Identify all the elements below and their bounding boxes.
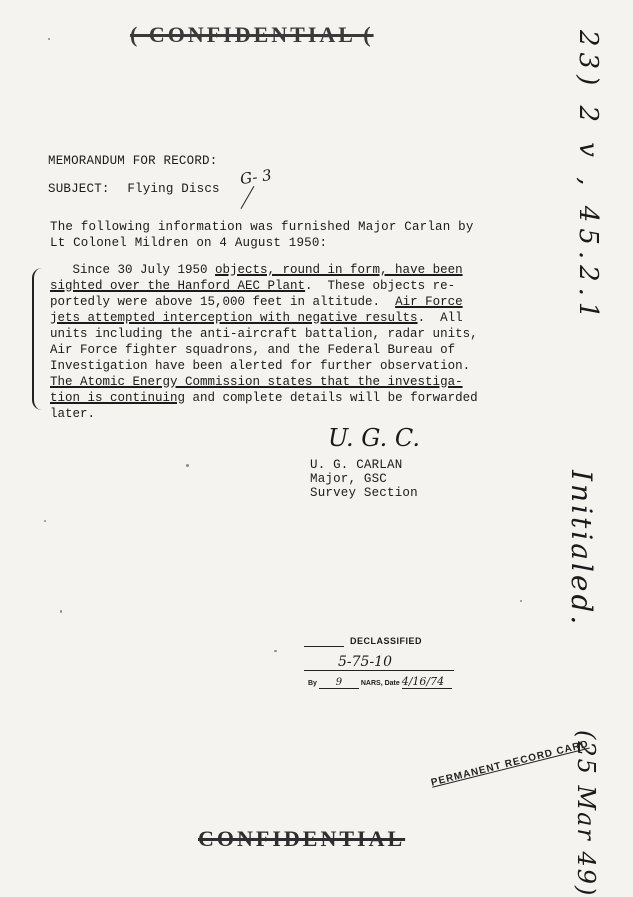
body-line: [50, 358, 550, 374]
subject-handwritten-mark: G- 3: [238, 165, 273, 189]
margin-annotation-mid: Initialed.: [565, 470, 598, 628]
classification-stamp-bottom: CONFIDENTIAL: [198, 826, 406, 851]
body-line: [50, 310, 550, 326]
declassification-authority: 5-75-10: [338, 654, 392, 670]
body-text: units including the anti-aircraft battalion, radar units,: [50, 327, 478, 341]
signature-name: U. G. CARLAN: [310, 458, 403, 472]
body-text: portedly were above 15,000 feet in altitude.: [50, 295, 396, 309]
handwritten-slash: [241, 186, 267, 216]
body-text: . These objects re-: [305, 279, 456, 293]
declassification-by-row: [308, 675, 452, 689]
scan-speck: [44, 520, 46, 522]
underlined-text: jets attempted interception with negative results: [50, 311, 418, 325]
underlined-text: Air Force: [395, 295, 463, 309]
margin-bracket: [32, 268, 46, 410]
subject-value: Flying Discs: [127, 182, 220, 196]
signature-rank: Major, GSC: [310, 472, 388, 486]
body-line: [50, 278, 550, 294]
by-label: By: [308, 680, 317, 687]
scan-speck: [60, 610, 62, 613]
subject-line: [48, 182, 220, 196]
scan-speck: [48, 38, 50, 40]
body-text: Air Force fighter squadrons, and the Federal Bureau of: [50, 343, 456, 357]
underlined-text: objects, round in form, have been: [215, 263, 463, 277]
permanent-record-stamp: PERMANENT RECORD CARD: [430, 738, 590, 789]
signature-unit: Survey Section: [310, 486, 418, 500]
body-line: [50, 342, 550, 358]
body-line: [50, 262, 550, 278]
classification-stamp-top: ( CONFIDENTIAL (: [130, 22, 374, 47]
body-line: [50, 390, 550, 406]
scan-speck: [186, 464, 189, 467]
body-text: . All: [417, 311, 463, 325]
body-text: Since 30 July 1950: [50, 263, 216, 277]
intro-line-1: The following information was furnished Major Carlan by: [50, 220, 474, 234]
underlined-text: tion is continuing: [50, 391, 186, 405]
underlined-text: The Atomic Energy Commission states that the investiga-: [50, 375, 463, 389]
margin-annotation-top: 23) 2 v , 45.2.1: [573, 30, 603, 325]
by-value: 9: [319, 677, 359, 689]
nars-label: NARS, Date: [360, 680, 400, 687]
body-line: [50, 374, 550, 390]
body-text: and complete details will be forwarded: [185, 391, 478, 405]
subject-label: SUBJECT:: [48, 182, 110, 196]
scan-speck: [520, 600, 522, 602]
body-paragraph: [50, 262, 550, 422]
declassification-date: 4/16/74: [402, 675, 452, 689]
signature-initials: U. G. C.: [328, 424, 420, 452]
margin-annotation-bottom: (25 Mar 49): [572, 730, 600, 897]
body-line: [50, 406, 550, 422]
declassified-title: DECLASSIFIED: [350, 636, 423, 646]
declass-rule-2: [304, 670, 454, 671]
body-line: [50, 294, 550, 310]
underlined-text: sighted over the Hanford AEC Plant: [50, 279, 306, 293]
body-text: Investigation have been alerted for further observation.: [50, 359, 471, 373]
memo-heading: MEMORANDUM FOR RECORD:: [48, 154, 218, 168]
intro-line-2: Lt Colonel Mildren on 4 August 1950:: [50, 236, 328, 250]
declass-rule-1: [304, 646, 344, 647]
scan-speck: [274, 650, 277, 652]
declassification-stamp: [300, 632, 490, 692]
body-text: later.: [50, 407, 96, 421]
body-line: [50, 326, 550, 342]
